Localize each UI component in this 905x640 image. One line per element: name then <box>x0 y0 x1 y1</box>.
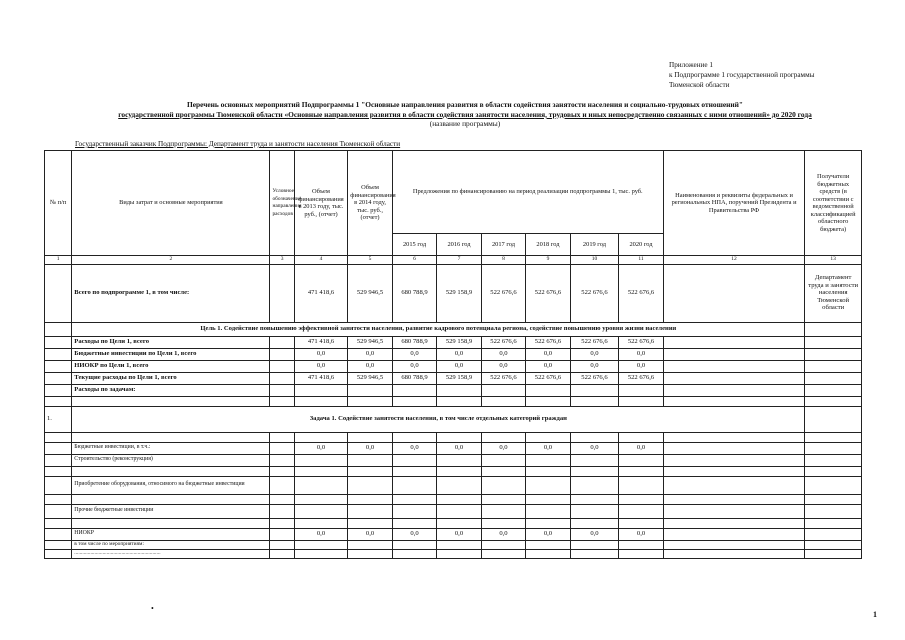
task-invest-value: 0,0 <box>437 442 481 454</box>
goal-row-label: НИОКР по Цели 1, всего <box>72 360 270 372</box>
goal-row-value: 522 676,6 <box>526 336 570 348</box>
task-niokr-value: 0,0 <box>294 528 348 540</box>
goal-row-value: 0,0 <box>526 360 570 372</box>
total-recipient: Департамент труда и занятости населения Тюменской области <box>805 264 862 322</box>
header-proposals: Предложения по финансированию на период реализации подпрограммы 1, тыс. руб. <box>392 151 663 234</box>
task-row <box>45 406 862 432</box>
total-value: 522 676,6 <box>526 264 570 322</box>
task-invest-row <box>45 442 862 454</box>
header-year: 2015 год <box>392 234 436 256</box>
col-number: 10 <box>570 256 619 265</box>
total-value: 529 946,5 <box>348 264 392 322</box>
appendix-note <box>669 60 814 90</box>
task-construction-row <box>45 454 862 466</box>
spacer-row <box>45 432 862 442</box>
col-number: 7 <box>437 256 481 265</box>
title-line-1: Перечень основных мероприятий Подпрограммы 1 "Основные направления развития в области содействия занятости населения и социально-трудовых отношений" <box>186 100 744 109</box>
goal-tasks-row <box>45 384 862 396</box>
task-invest-value: 0,0 <box>619 442 664 454</box>
goal-row-label: Текущие расходы по Цели 1, всего <box>72 372 270 384</box>
task-equipment-row <box>45 476 862 494</box>
total-value: 522 676,6 <box>481 264 525 322</box>
header-year: 2017 год <box>481 234 525 256</box>
goal-row-value: 680 788,9 <box>392 372 436 384</box>
task-construction-label: Строительство (реконструкция) <box>72 454 270 466</box>
spacer-row <box>45 518 862 528</box>
page-number: 1 <box>873 610 877 619</box>
goal-row-value: 0,0 <box>570 360 619 372</box>
task-number: 1. <box>45 406 72 432</box>
goal-row-value: 522 676,6 <box>619 336 664 348</box>
total-value: 529 158,9 <box>437 264 481 322</box>
goal-row-label: Расходы по Цели 1, всего <box>72 336 270 348</box>
task-invest-value: 0,0 <box>570 442 619 454</box>
appendix-line-2: к Подпрограмме 1 государственной программы <box>669 71 815 79</box>
task-incl-label: в том числе по мероприятиям: <box>72 540 270 549</box>
header-2014: Объем финансирования в 2014 году, тыс. руб., (отчет) <box>348 151 392 256</box>
task-invest-value: 0,0 <box>392 442 436 454</box>
task-niokr-row <box>45 528 862 540</box>
goal-row-value: 0,0 <box>481 360 525 372</box>
col-number: 2 <box>72 256 270 265</box>
goal-row-value: 680 788,9 <box>392 336 436 348</box>
goal-investment-row <box>45 348 862 360</box>
task-dots: ................................................................ <box>72 549 270 558</box>
document-title <box>60 100 870 129</box>
goal-row-value: 522 676,6 <box>570 372 619 384</box>
goal-row-value: 0,0 <box>437 360 481 372</box>
task-niokr-label: НИОКР <box>72 528 270 540</box>
task-other-row <box>45 504 862 518</box>
appendix-line-3: Тюменской области <box>669 81 730 89</box>
task-niokr-value: 0,0 <box>481 528 525 540</box>
task-invest-value: 0,0 <box>481 442 525 454</box>
col-number: 11 <box>619 256 664 265</box>
goal-row-value: 522 676,6 <box>481 372 525 384</box>
goal-row-label: Бюджетные инвестиции по Цели 1, всего <box>72 348 270 360</box>
goal-niokr-row <box>45 360 862 372</box>
task-equipment-label: Приобретение оборудования, относимого на бюджетные инвестиции <box>72 476 270 494</box>
goal-row-label: Расходы по задачам: <box>72 384 270 396</box>
col-number: 9 <box>526 256 570 265</box>
task-invest-label: Бюджетные инвестиции, в т.ч.: <box>72 442 270 454</box>
state-customer: Государственный заказчик Подпрограммы: Департамент труда и занятости населения Тюменской области <box>75 140 401 148</box>
goal-row-value: 0,0 <box>294 348 348 360</box>
col-number: 5 <box>348 256 392 265</box>
header-npa: Наименования и реквизиты федеральных и региональных НПА, поручений Президента и Правительства РФ <box>663 151 805 256</box>
header-year: 2016 год <box>437 234 481 256</box>
goal-row-value: 0,0 <box>619 348 664 360</box>
spacer-row <box>45 466 862 476</box>
col-number: 3 <box>270 256 294 265</box>
goal-row-value: 0,0 <box>526 348 570 360</box>
col-number: 6 <box>392 256 436 265</box>
task-niokr-value: 0,0 <box>348 528 392 540</box>
total-value: 522 676,6 <box>570 264 619 322</box>
goal-row-value: 522 676,6 <box>619 372 664 384</box>
spacer-row <box>45 396 862 406</box>
title-line-2: государственной программы Тюменской области «Основные направления развития в области содействия занятости населения, трудовых и иных непосредственно связанных с ними отношений» до 2020 года <box>118 109 812 119</box>
goal-row-value: 522 676,6 <box>481 336 525 348</box>
header-year: 2018 год <box>526 234 570 256</box>
task-niokr-value: 0,0 <box>437 528 481 540</box>
header-year: 2020 год <box>619 234 664 256</box>
goal-row-value: 0,0 <box>437 348 481 360</box>
task-niokr-value: 0,0 <box>392 528 436 540</box>
col-number: 1 <box>45 256 72 265</box>
header-row <box>45 151 862 234</box>
goal-row-value: 0,0 <box>481 348 525 360</box>
column-number-row <box>45 256 862 265</box>
goal-row-value: 529 946,5 <box>348 336 392 348</box>
col-number: 12 <box>663 256 805 265</box>
total-value: 471 418,6 <box>294 264 348 322</box>
task-dots-row <box>45 549 862 558</box>
header-2013: Объем финансирования в 2013 году, тыс. руб., (отчет) <box>294 151 348 256</box>
goal-row-value: 529 946,5 <box>348 372 392 384</box>
task-niokr-value: 0,0 <box>619 528 664 540</box>
total-label: Всего по подпрограмме 1, в том числе: <box>72 264 270 322</box>
goal-expense-row <box>45 336 862 348</box>
goal-row-value: 0,0 <box>348 348 392 360</box>
task-invest-value: 0,0 <box>348 442 392 454</box>
total-value: 522 676,6 <box>619 264 664 322</box>
goal-row-value: 529 158,9 <box>437 372 481 384</box>
task-invest-value: 0,0 <box>294 442 348 454</box>
col-number: 4 <box>294 256 348 265</box>
col-number: 13 <box>805 256 862 265</box>
goal-row-value: 0,0 <box>294 360 348 372</box>
measures-table <box>44 150 862 559</box>
total-row <box>45 264 862 322</box>
task-niokr-value: 0,0 <box>570 528 619 540</box>
header-recipient: Получатели бюджетных средств (в соответствии с ведомственной классификацией областного бюджета) <box>805 151 862 256</box>
task-niokr-value: 0,0 <box>526 528 570 540</box>
goal-row <box>45 322 862 336</box>
task-incl-row <box>45 540 862 549</box>
goal-row-value: 0,0 <box>392 360 436 372</box>
page-mark: • <box>151 604 154 613</box>
goal-current-row <box>45 372 862 384</box>
title-note: (название программы) <box>429 119 501 128</box>
goal-row-value: 0,0 <box>348 360 392 372</box>
total-value: 680 788,9 <box>392 264 436 322</box>
header-num: № п/п <box>45 151 72 256</box>
col-number: 8 <box>481 256 525 265</box>
task-invest-value: 0,0 <box>526 442 570 454</box>
goal-row-value: 471 418,6 <box>294 372 348 384</box>
spacer-row <box>45 494 862 504</box>
task-title: Задача 1. Содействие занятости населения, в том числе отдельных категорий граждан <box>72 406 805 432</box>
goal-title: Цель 1. Содействие повышению эффективной занятости населения, развитие кадрового потенциала региона, содействие повышению уровня жизни населения <box>72 322 805 336</box>
goal-row-value: 0,0 <box>570 348 619 360</box>
goal-row-value: 0,0 <box>392 348 436 360</box>
task-other-label: Прочие бюджетные инвестиции <box>72 504 270 518</box>
header-year: 2019 год <box>570 234 619 256</box>
goal-row-value: 0,0 <box>619 360 664 372</box>
goal-row-value: 471 418,6 <box>294 336 348 348</box>
header-name: Виды затрат и основные мероприятия <box>72 151 270 256</box>
goal-row-value: 529 158,9 <box>437 336 481 348</box>
appendix-line-1: Приложение 1 <box>669 61 713 69</box>
goal-row-value: 522 676,6 <box>526 372 570 384</box>
header-cond: Условное обозначение направления расходов <box>270 151 294 256</box>
goal-row-value: 522 676,6 <box>570 336 619 348</box>
